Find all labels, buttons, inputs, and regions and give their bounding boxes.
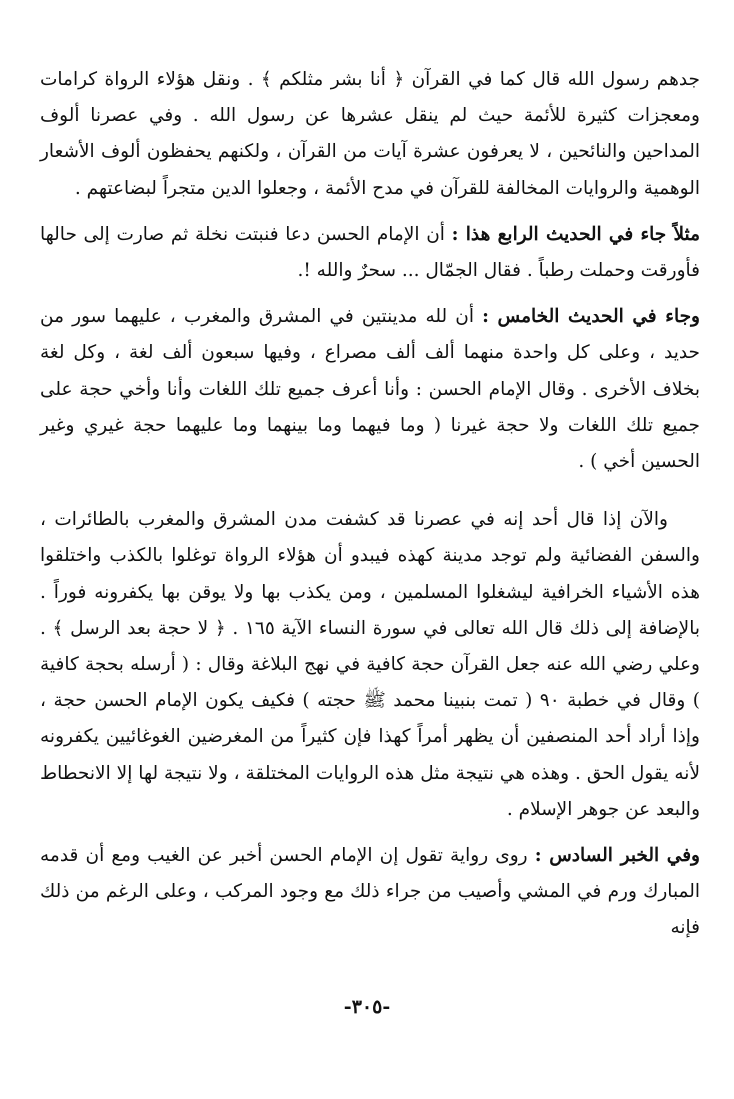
paragraph-1 bbox=[40, 62, 700, 207]
paragraph-5 bbox=[40, 838, 700, 947]
paragraph-2-text: أن الإمام الحسن دعا فنبتت نخلة ثم صارت إلى حالها فأورقت وحملت رطباً . فقال الجمّال ... سحرٌ والله !. bbox=[40, 223, 700, 282]
paragraph-3 bbox=[40, 299, 700, 480]
paragraph-5-lead: وفي الخبر السادس : bbox=[534, 845, 700, 867]
paragraph-3-lead: وجاء في الحديث الخامس : bbox=[482, 306, 700, 328]
paragraph-5-text: روى رواية تقول إن الإمام الحسن أخبر عن الغيب ومع أن قدمه المبارك ورم في المشي وأصيب من جراء ذلك مع وجود المركب ، وعلى الرغم من ذلك فإنه bbox=[40, 845, 700, 939]
paragraph-4-text: والآن إذا قال أحد إنه في عصرنا قد كشفت مدن المشرق والمغرب بالطائرات ، والسفن الفضائية ولم توجد مدينة كهذه فيبدو أن هؤلاء الرواة توغلوا بالكذب واختلقوا هذه الأشياء الخرافية ليشغلوا المسلمين ، ومن يكذب بها ولا يوقن بها يكفرونه فوراً . بالإضافة إلى ذلك قال الله تعالى في سورة النساء الآية ١٦٥ . ﴿ لا حجة بعد الرسل ﴾ . وعلي رضي الله عنه جعل القرآن حجة كافية في نهج البلاغة وقال : ( أرسله بحجة كافية ) وقال في خطبة ٩٠ ( تمت بنبينا محمد ﷺ حجته ) فكيف يكون الإمام الحسن حجة ، وإذا أراد أحد المنصفين أن يظهر أمراً كهذا فإن كثيراً من المغرضين الغوغائيين يكفرونه لأنه يقول الحق . وهذه هي نتيجة مثل هذه الروايات المختلقة ، ولا نتيجة لها إلا الانحطاط والبعد عن جوهر الإسلام . bbox=[40, 509, 700, 820]
paragraph-2-lead: مثلاً جاء في الحديث الرابع هذا : bbox=[451, 223, 700, 245]
paragraph-2 bbox=[40, 217, 700, 289]
paragraph-4 bbox=[40, 502, 700, 828]
paragraph-1-text: جدهم رسول الله قال كما في القرآن ﴿ أنا بشر مثلكم ﴾ . ونقل هؤلاء الرواة كرامات ومعجزات كثيرة للأئمة حيث لم ينقل عشرها عن رسول الله . وفي عصرنا ألوف المداحين والنائحين ، لا يعرفون عشرة آيات من القرآن ، ولكنهم يحفظون ألوف الأشعار الوهمية والروايات المخالفة للقرآن في مدح الأئمة ، وجعلوا الدين متجراً لبضاعتهم . bbox=[40, 69, 700, 199]
page-body bbox=[40, 62, 700, 947]
paragraph-3-text: أن لله مدينتين في المشرق والمغرب ، عليهما سور من حديد ، وعلى كل واحدة منهما ألف ألف مصراع ، وفيها سبعون ألف لغة ، وكل لغة بخلاف الأخرى . وقال الإمام الحسن : وأنا أعرف جميع تلك اللغات وأنا وأخي حجة على جميع تلك اللغات ولا حجة غيرنا ( وما فيهما وما بينهما وما عليهما حجة غيري وغير الحسين أخي ) . bbox=[40, 306, 700, 473]
page-number: -٣٠٥- bbox=[343, 996, 391, 1018]
